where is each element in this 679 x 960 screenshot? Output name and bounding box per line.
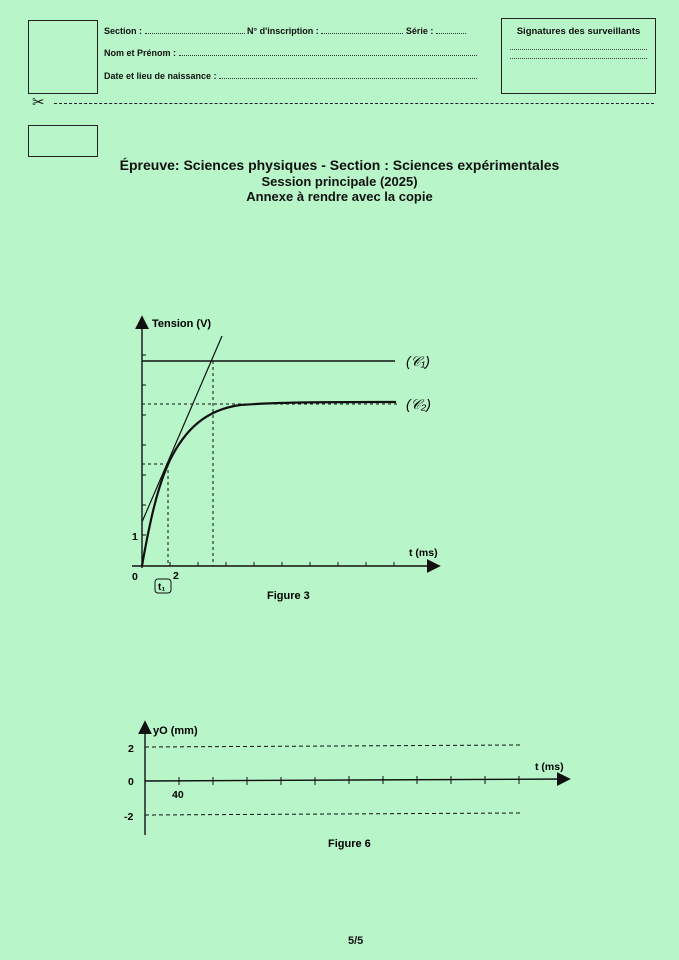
birth-dots[interactable]: [219, 70, 477, 79]
fig3-xlabel: t (ms): [409, 547, 438, 559]
fig3-x-tick-label: 2: [173, 570, 179, 582]
fig3-dashed-guides: [142, 361, 398, 566]
fig6-ylabel: yO (mm): [153, 725, 198, 737]
fig3-origin-label: 0: [132, 571, 138, 583]
fig3-y-tick-label: 1: [132, 531, 138, 543]
fig6-y-top-label: 2: [128, 743, 134, 755]
birth-field-row: [104, 70, 477, 81]
cut-line: [54, 103, 654, 104]
serie-label: Série :: [405, 26, 434, 36]
name-field-row: [104, 47, 477, 58]
inscription-dots[interactable]: [321, 25, 403, 34]
fig3-curve1-label: (𝒞₁): [406, 353, 430, 369]
fig3-caption: Figure 3: [267, 590, 310, 602]
fig6-x-axis: [145, 779, 568, 781]
fig6-y-zero-label: 0: [128, 776, 134, 788]
signature-line-1[interactable]: [510, 49, 647, 50]
fig6-x-tick-label: 40: [172, 789, 184, 801]
section-dots[interactable]: [145, 25, 245, 34]
signatures-title: Signatures des surveillants: [516, 26, 641, 37]
inscription-label: N° d'inscription :: [247, 26, 319, 36]
birth-label: Date et lieu de naissance :: [104, 71, 217, 81]
exam-title: Épreuve: Sciences physiques - Section : Sciences expérimentales: [119, 157, 560, 173]
signature-line-2[interactable]: [510, 58, 647, 59]
figure-6-chart: [0, 715, 679, 855]
page-number: 5/5: [348, 935, 364, 947]
fig6-xlabel: t (ms): [535, 761, 564, 773]
photo-box: [28, 20, 98, 94]
section-label: Section :: [104, 26, 143, 36]
fig6-y-bottom-label: -2: [124, 811, 134, 823]
fig3-tangent-line: [142, 336, 222, 522]
scissors-icon: ✂: [32, 93, 45, 111]
fig6-caption: Figure 6: [328, 838, 371, 850]
grade-box: [28, 125, 98, 157]
serie-dots[interactable]: [436, 25, 466, 34]
name-dots[interactable]: [179, 47, 477, 56]
section-field-row: [104, 25, 466, 36]
figure-3-chart: [0, 300, 679, 610]
fig3-curve-c2: [142, 402, 396, 566]
fig3-t1-label: t₁: [158, 582, 166, 593]
session-title: Session principale (2025): [261, 174, 418, 189]
name-label: Nom et Prénom :: [104, 48, 177, 58]
annex-title: Annexe à rendre avec la copie: [246, 189, 433, 204]
fig3-ylabel: Tension (V): [152, 318, 212, 330]
fig3-curve2-label: (𝒞₂): [406, 396, 431, 412]
signatures-box: [501, 18, 656, 94]
